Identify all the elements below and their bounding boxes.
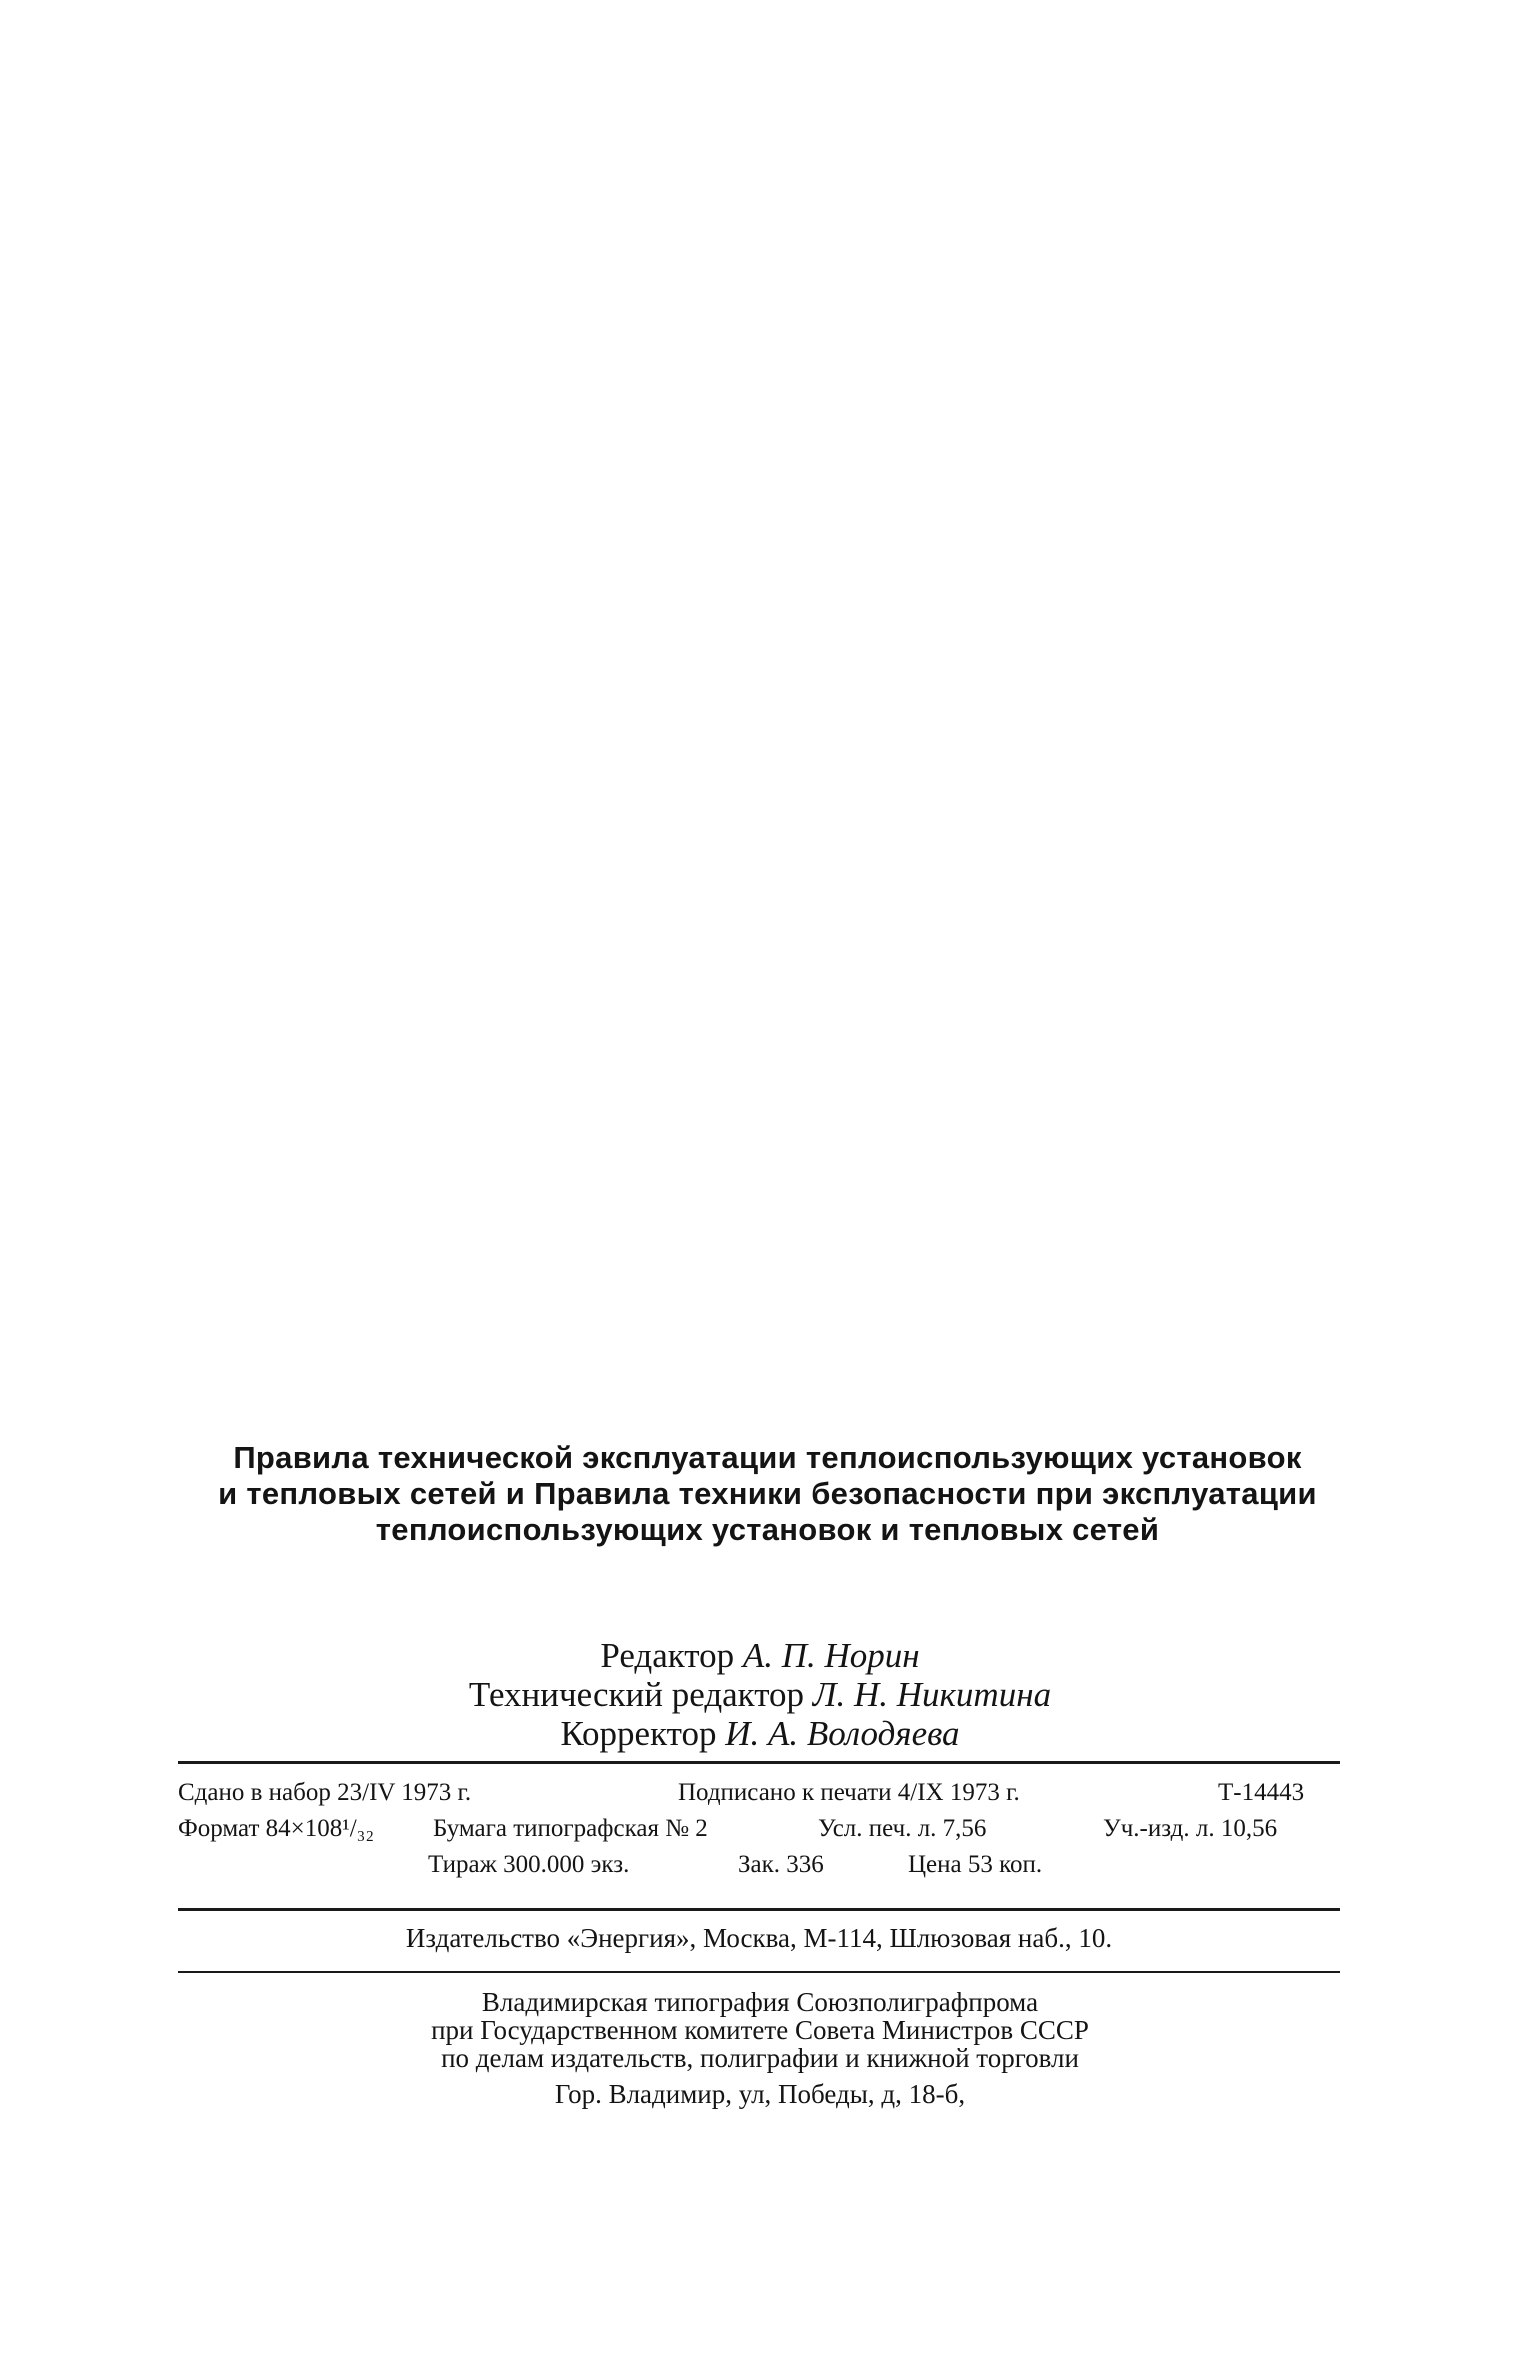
book-title-line: теплоиспользующих установок и тепловых сетей xyxy=(375,1512,1160,1547)
order-number: Зак. 336 xyxy=(738,1851,824,1878)
publisher-sheets: Уч.-изд. л. 10,56 xyxy=(1103,1815,1278,1842)
proofreader-name: И. А. Володяева xyxy=(725,1714,960,1753)
divider-top xyxy=(178,1761,1340,1764)
signed-date: Подписано к печати 4/IX 1973 г. xyxy=(678,1779,1020,1806)
publisher-address: Издательство «Энергия», Москва, М-114, Шлюзовая наб., 10. xyxy=(405,1923,1113,1953)
divider-middle xyxy=(178,1908,1340,1911)
paper-type: Бумага типографская № 2 xyxy=(433,1815,708,1842)
book-title-line: Правила технической эксплуатации теплоиспользующих установок xyxy=(233,1440,1302,1475)
printing-house-line: по делам издательств, полиграфии и книжной торговли xyxy=(441,2043,1079,2073)
price: Цена 53 коп. xyxy=(908,1851,1043,1878)
order-code: Т-14443 xyxy=(1218,1779,1305,1806)
printing-house xyxy=(260,1988,1260,2108)
editors-credits xyxy=(360,1636,1160,1753)
divider-bottom xyxy=(178,1971,1340,1973)
circulation: Тираж 300.000 экз. xyxy=(428,1851,630,1878)
book-title-line: и тепловых сетей и Правила техники безопасности при эксплуатации xyxy=(218,1476,1317,1511)
technical-editor-line xyxy=(360,1675,1160,1714)
editor-name: А. П. Норин xyxy=(742,1636,920,1675)
proofreader-line xyxy=(360,1714,1160,1753)
paper-format: Формат 84×108¹/₃₂ xyxy=(178,1815,375,1842)
submitted-date: Сдано в набор 23/IV 1973 г. xyxy=(178,1779,472,1806)
technical-editor-role: Технический редактор xyxy=(468,1675,805,1714)
printing-house-line: Владимирская типография Союзполиграфпрома xyxy=(481,1987,1039,2017)
printing-house-line: при Государственном комитете Совета Министров СССР xyxy=(431,2015,1089,2045)
technical-editor-name: Л. Н. Никитина xyxy=(812,1675,1052,1714)
editor-line xyxy=(360,1636,1160,1675)
book-title xyxy=(160,1440,1375,1548)
printing-house-address: Гор. Владимир, ул, Победы, д, 18-б, xyxy=(554,2079,966,2109)
printed-sheets: Усл. печ. л. 7,56 xyxy=(818,1815,987,1842)
editor-role: Редактор xyxy=(600,1636,735,1675)
proofreader-role: Корректор xyxy=(560,1714,717,1753)
